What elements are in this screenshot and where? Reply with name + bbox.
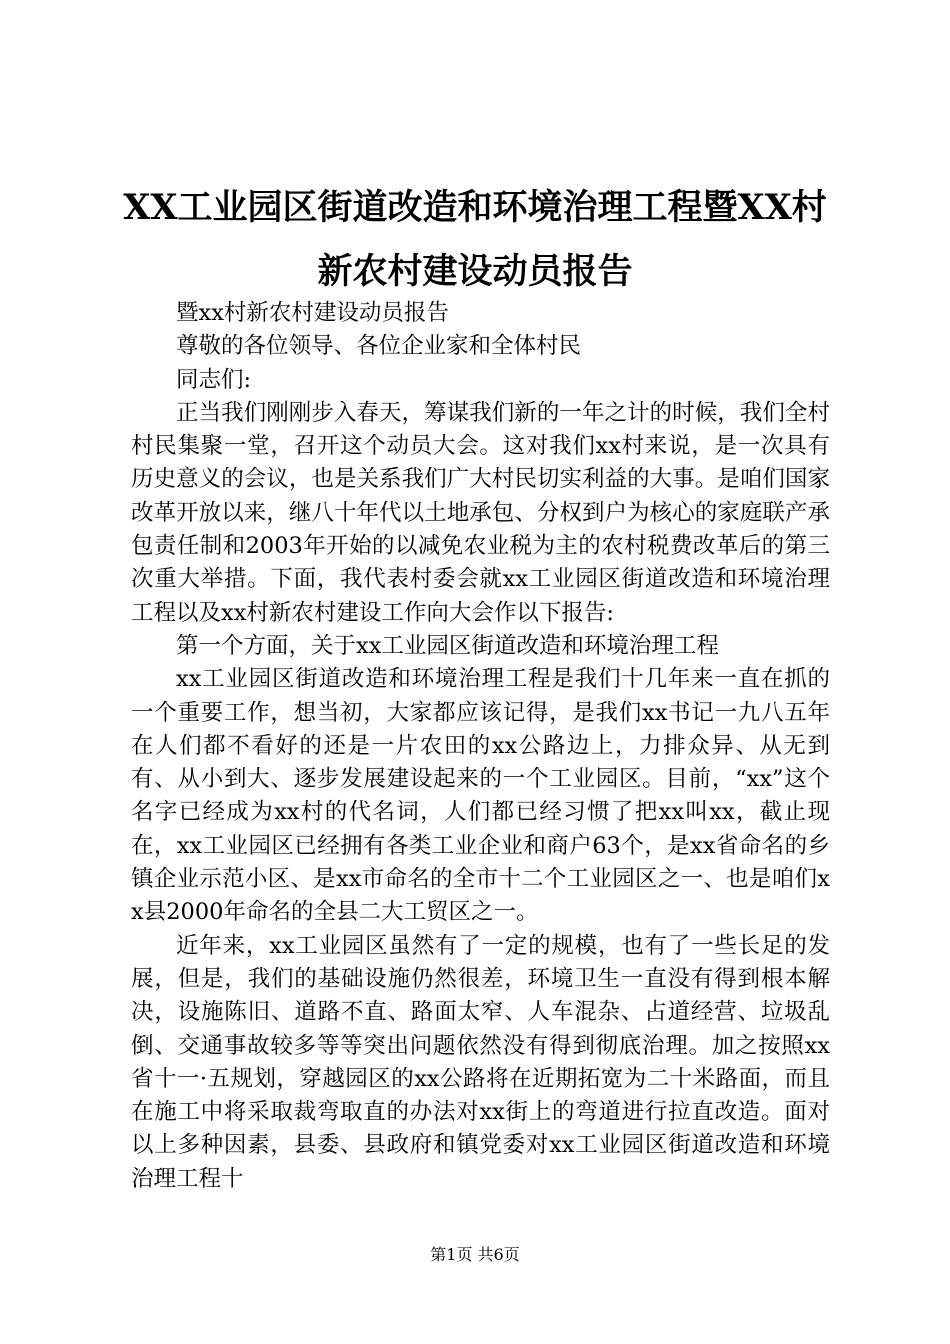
greeting-line: 同志们: (176, 366, 252, 393)
paragraph-problems: 近年来，xx工业园区虽然有了一定的规模，也有了一些长足的发展，但是，我们的基础设施仍然很差，环境卫生一直没有得到根本解决，设施陈旧、道路不直、路面太窄、人车混杂、占道经营、垃圾乱倒、交通事故较多等等突出问题依然没有得到彻底治理。加之按照xx省十一·五规划，穿越园区的xx公路将在近期拓宽为二十米路面，而且在施工中将采取裁弯取直的办法对xx街上的弯道进行拉直改造。面对以上多种因素，县委、县政府和镇党委对xx工业园区街道改造和环境治理工程十 (131, 932, 830, 1192)
subtitle-line: 暨xx村新农村建设动员报告 (176, 300, 449, 326)
document-body (131, 297, 830, 1196)
document-title: XX工业园区街道改造和环境治理工程暨XX村新农村建设动员报告 (123, 187, 827, 292)
paragraph-history: xx工业园区街道改造和环境治理工程是我们十几年来一直在抓的一个重要工作，想当初，大家都应该记得，是我们xx书记一九八五年在人们都不看好的还是一片农田的xx公路边上，力排众异、从无到有、从小到大、逐步发展建设起来的一个工业园区。目前，“xx”这个名字已经成为xx村的代名词，人们都已经习惯了把xx叫xx，截止现在，xx工业园区已经拥有各类工业企业和商户63个，是xx省命名的乡镇企业示范小区、是xx市命名的全市十二个工业园区之一、也是咱们xx县2000年命名的全县二大工贸区之一。 (131, 666, 830, 926)
section-heading: 第一个方面，关于xx工业园区街道改造和环境治理工程 (176, 632, 719, 659)
salutation-line: 尊敬的各位领导、各位企业家和全体村民 (176, 333, 582, 360)
page-footer: 第1页 共6页 (430, 1245, 520, 1264)
paragraph-intro: 正当我们刚刚步入春天，筹谋我们新的一年之计的时候，我们全村村民集聚一堂，召开这个动员大会。这对我们xx村来说，是一次具有历史意义的会议，也是关系我们广大村民切实利益的大事。是咱们国家改革开放以来，继八十年代以土地承包、分权到户为核心的家庭联产承包责任制和2003年开始的以减免农业税为主的农村税费改革后的第三次重大举措。下面，我代表村委会就xx工业园区街道改造和环境治理工程以及xx村新农村建设工作向大会作以下报告: (131, 399, 830, 626)
